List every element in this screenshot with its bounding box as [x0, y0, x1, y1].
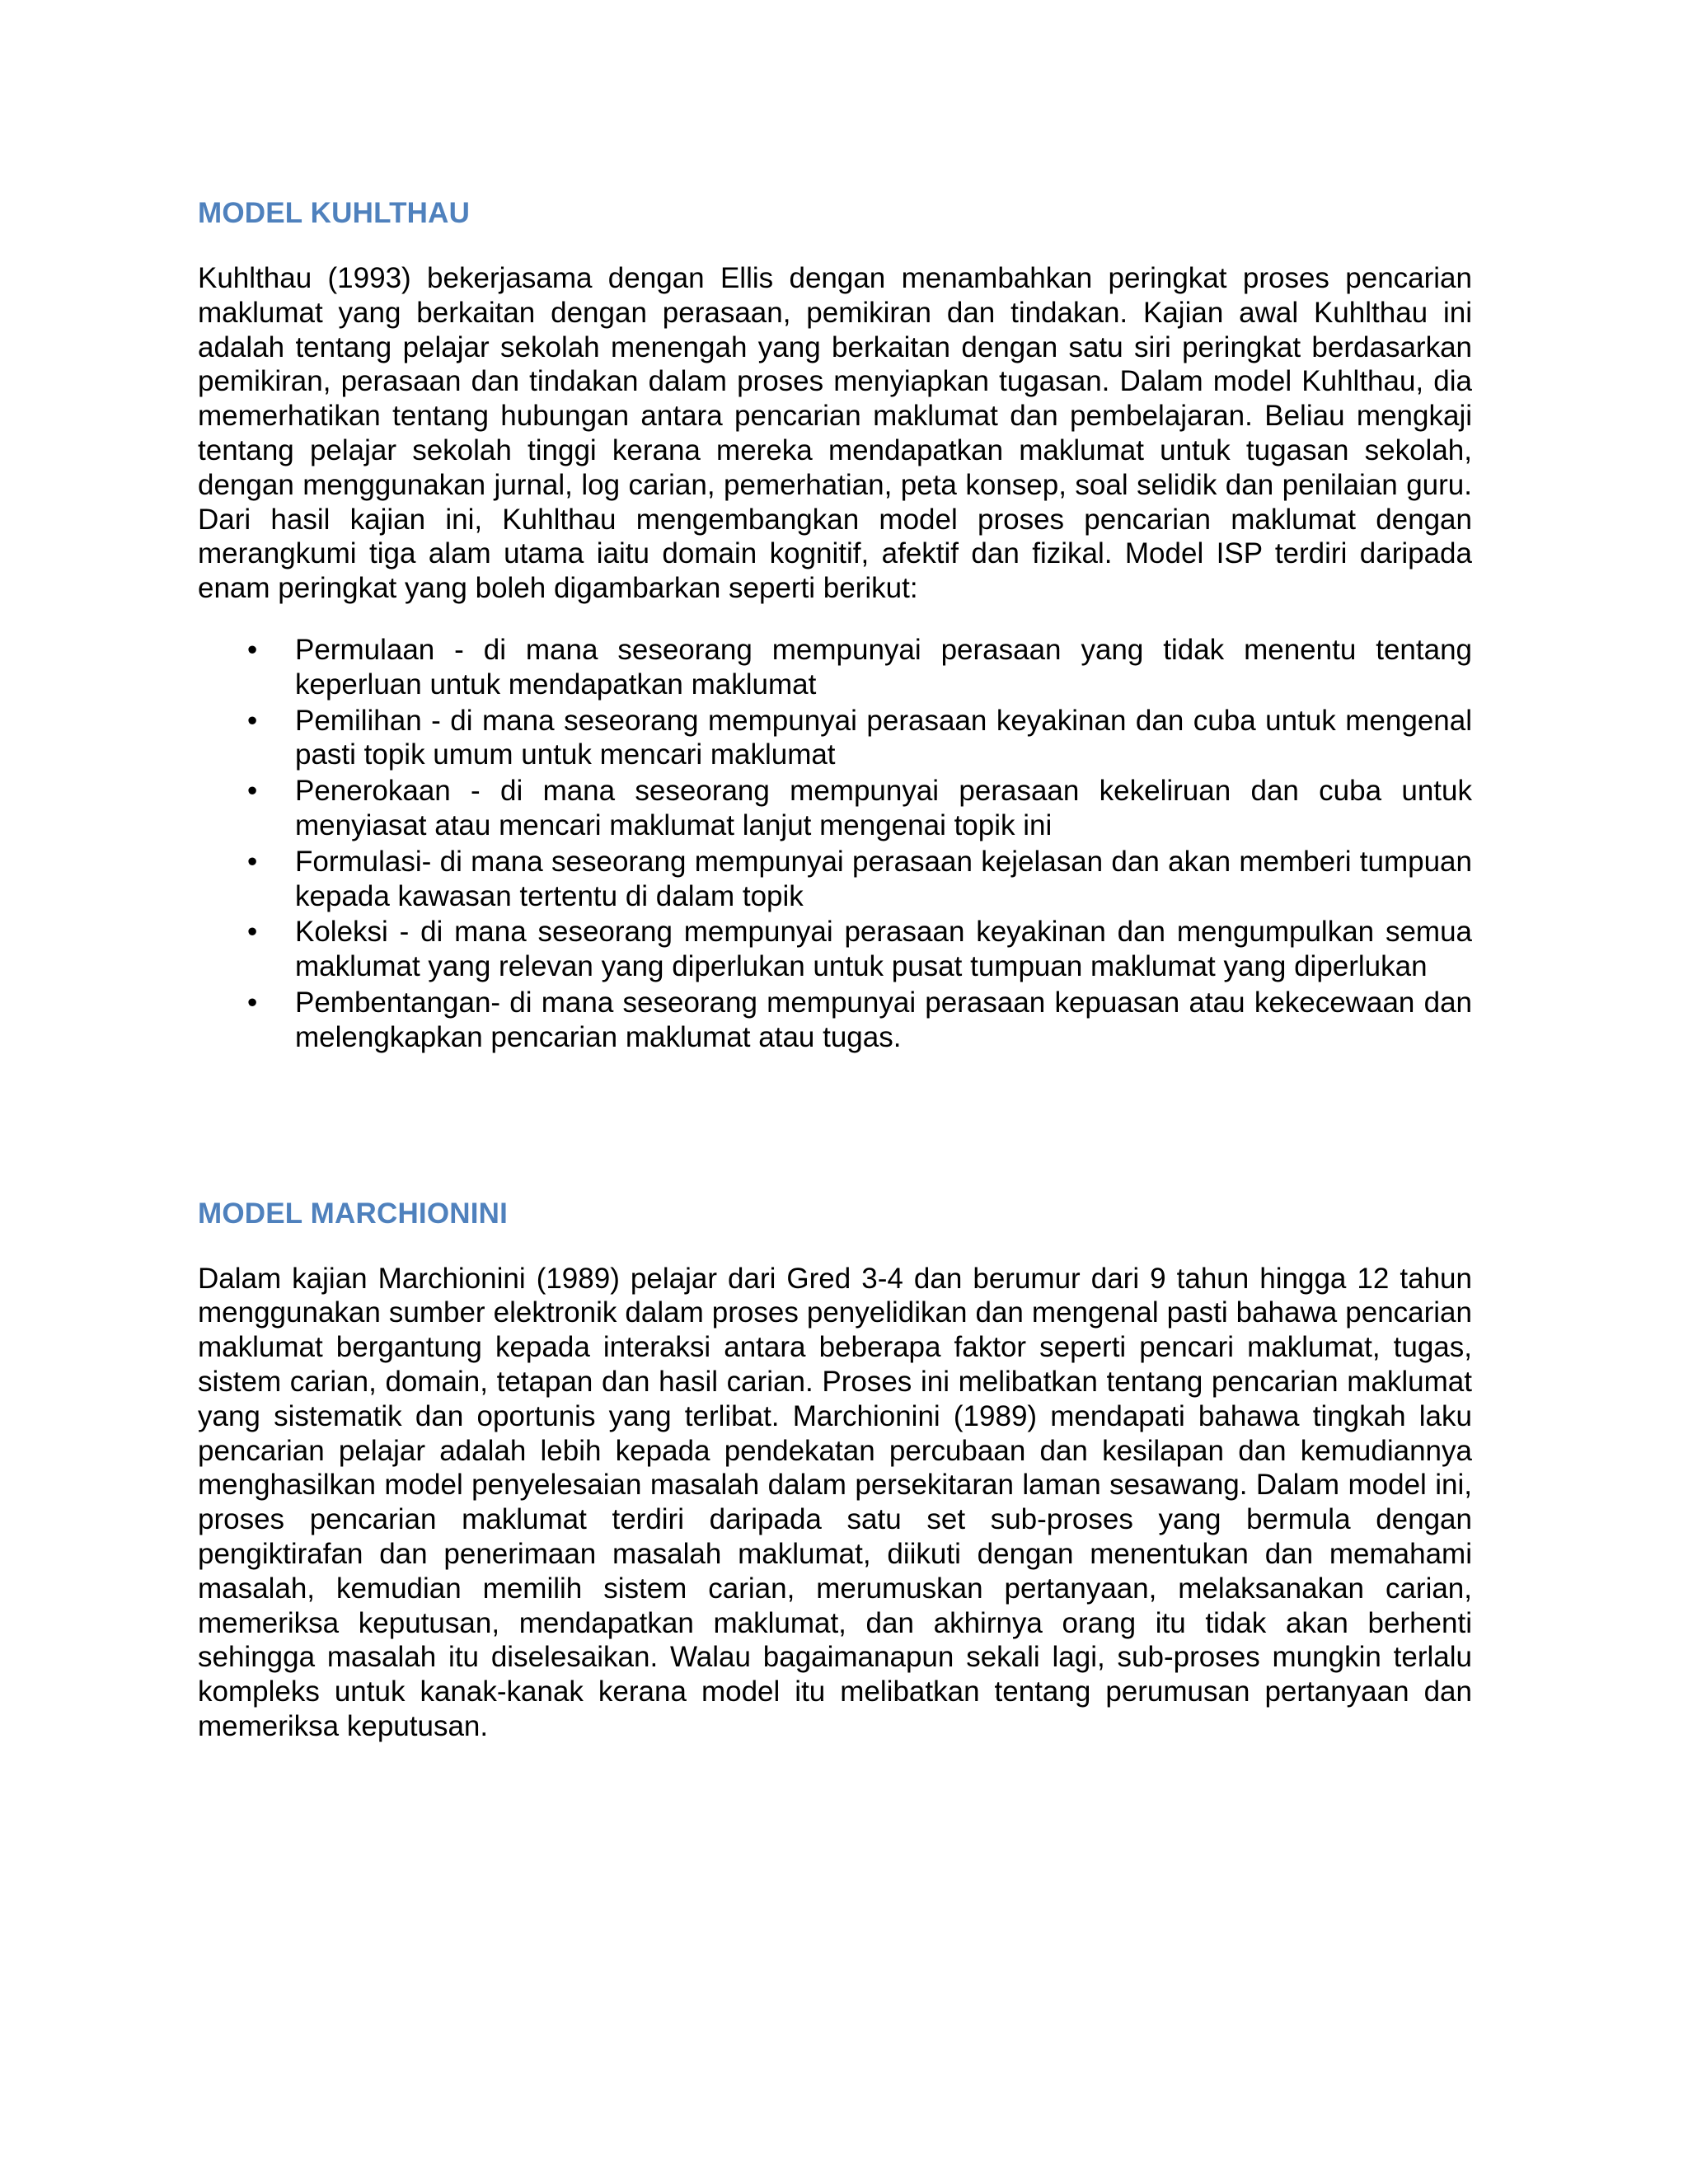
list-item-text: Permulaan - di mana seseorang mempunyai perasaan yang tidak menentu tentang keperluan untuk mendapatkan maklumat — [295, 633, 1472, 701]
bullet-icon: • — [247, 704, 258, 737]
bullet-icon: • — [247, 633, 258, 666]
list-item-text: Pemilihan - di mana seseorang mempunyai perasaan keyakinan dan cuba untuk mengenal pasti topik umum untuk mencari maklumat — [295, 704, 1472, 771]
bullet-icon: • — [247, 775, 258, 808]
list-item-text: Koleksi - di mana seseorang mempunyai perasaan keyakinan dan mengumpulkan semua maklumat yang relevan yang diperlukan untuk pusat tumpuan maklumat yang diperlukan — [295, 916, 1472, 983]
list-item-text: Penerokaan - di mana seseorang mempunyai perasaan kekeliruan dan cuba untuk menyiasat atau mencari maklumat lanjut mengenai topik ini — [295, 775, 1472, 841]
list-item — [198, 633, 1472, 702]
list-item — [198, 774, 1472, 843]
list-item — [198, 915, 1472, 984]
bullet-icon: • — [247, 916, 258, 949]
section-paragraph-kuhlthau: Kuhlthau (1993) bekerjasama dengan Ellis dengan menambahkan peringkat proses pencarian maklumat yang berkaitan dengan perasaan, pemikiran dan tindakan. Kajian awal Kuhlthau ini adalah tentang pelajar sekolah menengah yang berkaitan dengan satu siri peringkat berdasarkan pemikiran, perasaan dan tindakan dalam proses menyiapkan tugasan. Dalam model Kuhlthau, dia memerhatikan tentang hubungan antara pencarian maklumat dan pembelajaran. Beliau mengkaji tentang pelajar sekolah tinggi kerana mereka mendapatkan maklumat untuk tugasan sekolah, dengan menggunakan jurnal, log carian, pemerhatian, peta konsep, soal selidik dan penilaian guru. Dari hasil kajian ini, Kuhlthau mengembangkan model proses pencarian maklumat dengan merangkumi tiga alam utama iaitu domain kognitif, afektif dan fizikal. Model ISP terdiri daripada enam peringkat yang boleh digambarkan seperti berikut: — [198, 262, 1472, 605]
list-item — [198, 986, 1472, 1055]
list-item — [198, 704, 1472, 773]
stage-list — [198, 633, 1472, 1055]
list-item — [198, 845, 1472, 914]
list-item-text: Pembentangan- di mana seseorang mempunyai perasaan kepuasan atau kekecewaan dan melengkapkan pencarian maklumat atau tugas. — [295, 986, 1472, 1053]
section-heading-marchionini: MODEL MARCHIONINI — [198, 1197, 509, 1230]
bullet-icon: • — [247, 845, 258, 878]
document-content — [198, 194, 1472, 1744]
bullet-icon: • — [247, 986, 258, 1019]
section-heading-kuhlthau: MODEL KUHLTHAU — [198, 197, 471, 229]
list-item-text: Formulasi- di mana seseorang mempunyai perasaan kejelasan dan akan memberi tumpuan kepada kawasan tertentu di dalam topik — [295, 845, 1472, 912]
section-paragraph-marchionini: Dalam kajian Marchionini (1989) pelajar dari Gred 3-4 dan berumur dari 9 tahun hingga 12 tahun menggunakan sumber elektronik dalam proses penyelidikan dan mengenal pasti bahawa pencarian maklumat bergantung kepada interaksi antara beberapa faktor seperti pencari maklumat, tugas, sistem carian, domain, tetapan dan hasil carian. Proses ini melibatkan tentang pencarian maklumat yang sistematik dan oportunis yang terlibat. Marchionini (1989) mendapati bahawa tingkah laku pencarian pelajar adalah lebih kepada pendekatan percubaan dan kesilapan dan kemudiannya menghasilkan model penyelesaian masalah dalam persekitaran laman sesawang. Dalam model ini, proses pencarian maklumat terdiri daripada satu set sub-proses yang bermula dengan pengiktirafan dan penerimaan masalah maklumat, diikuti dengan menentukan dan memahami masalah, kemudian memilih sistem carian, merumuskan pertanyaan, melaksanakan carian, memeriksa keputusan, mendapatkan maklumat, dan akhirnya orang itu tidak akan berhenti sehingga masalah itu diselesaikan. Walau bagaimanapun sekali lagi, sub-proses mungkin terlalu kompleks untuk kanak-kanak kerana model itu melibatkan tentang perumusan pertanyaan dan memeriksa keputusan. — [198, 1262, 1472, 1742]
